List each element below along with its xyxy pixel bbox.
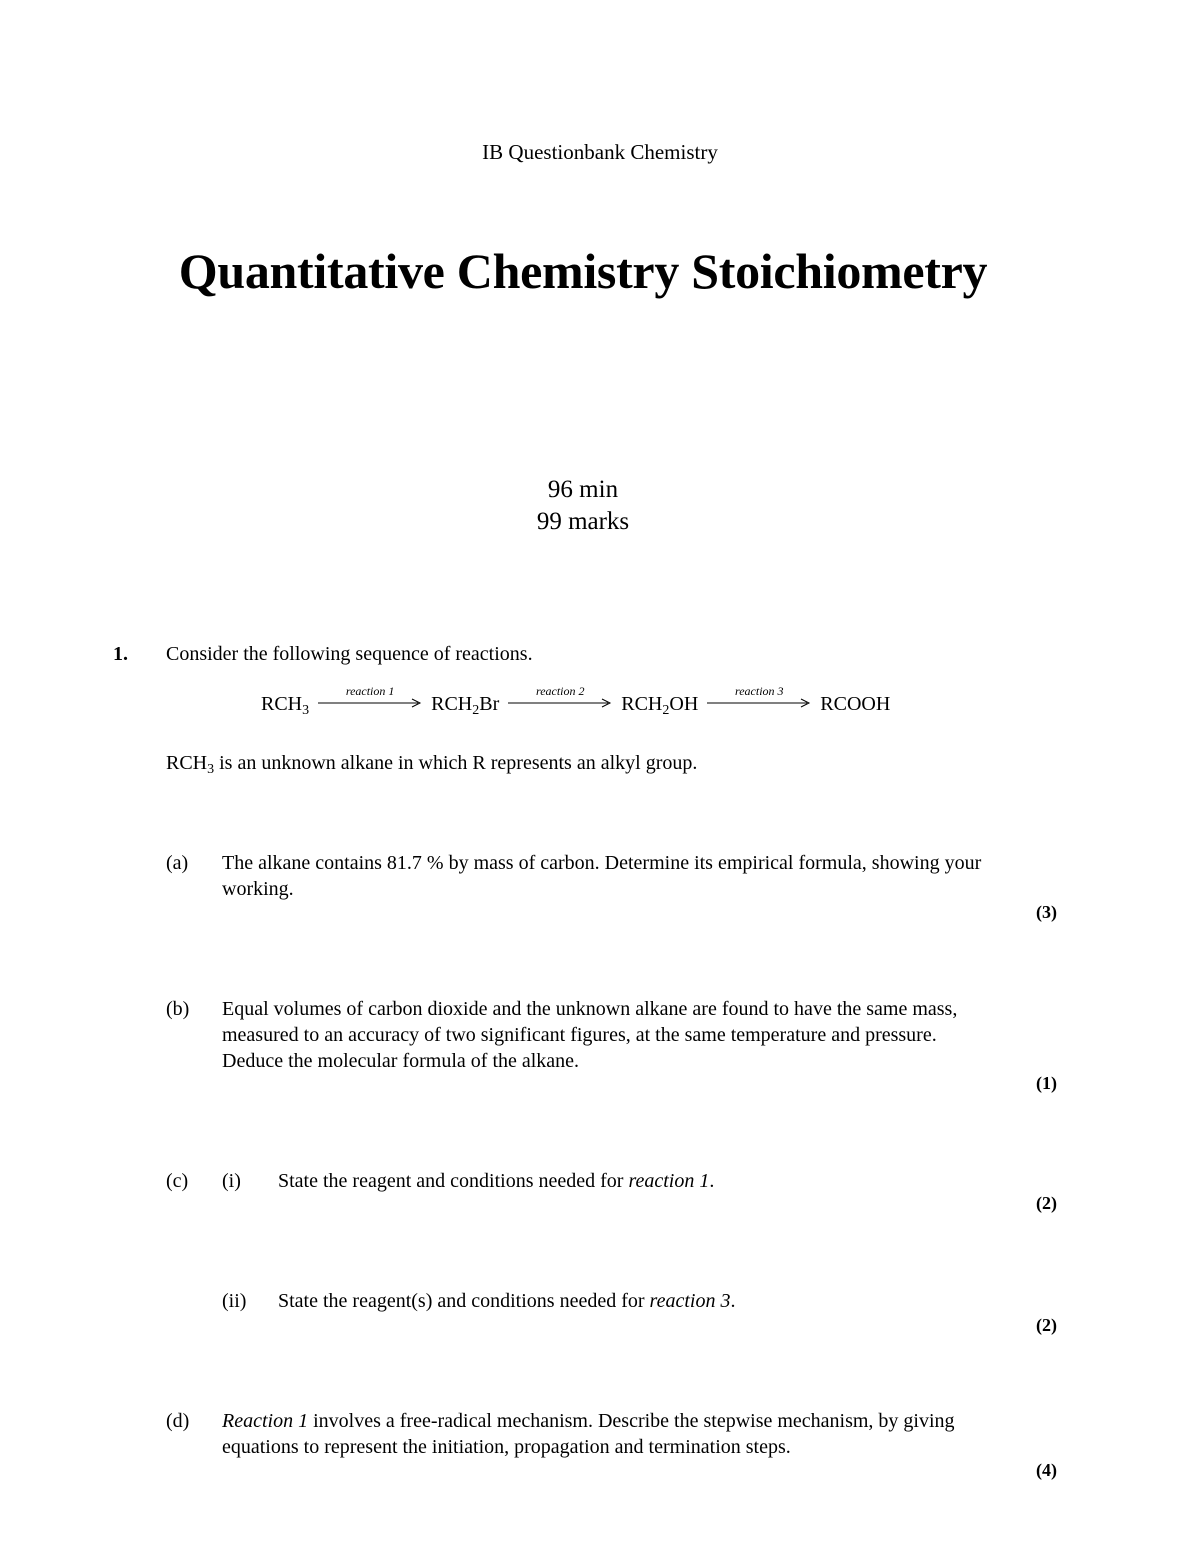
species-rch3: $RCH_3$ — [261, 693, 310, 718]
species-rch2oh: $RCH_2OH$ — [621, 693, 699, 718]
part-d-text: Reaction 1 involves a free-radical mechanism. Describe the stepwise mechanism, by giving equations to represent the initiation, propagation and termination steps. — [222, 1410, 955, 1458]
part-c-label: (c) — [166, 1170, 189, 1192]
duration: 96 min — [547, 476, 619, 503]
arrow-label: reaction 3 — [734, 684, 784, 698]
part-b-label: (b) — [166, 998, 190, 1020]
question-context: $RCH_3$ is an unknown alkane in which R represents an alkyl group. — [166, 752, 698, 777]
page-header: IB Questionbank Chemistry — [482, 140, 718, 164]
arrow-icon — [318, 698, 422, 708]
page-title: Quantitative Chemistry Stoichiometry — [178, 243, 988, 299]
part-b-marks: (1) — [1036, 1073, 1057, 1093]
part-c-i-text: State the reagent and conditions needed for reaction 1. — [278, 1170, 715, 1192]
arrow-label: reaction 2 — [535, 684, 585, 698]
arrow-reaction-2 — [508, 684, 612, 710]
part-c-ii-marks: (2) — [1036, 1315, 1057, 1335]
part-a-label: (a) — [166, 852, 189, 874]
question-number: 1. — [113, 643, 128, 665]
species-rch2br: $RCH_2Br$ — [431, 693, 500, 718]
species-rcooh: RCOOH — [820, 693, 891, 715]
arrow-reaction-3 — [707, 684, 811, 710]
arrow-icon — [508, 698, 612, 708]
arrow-icon — [707, 698, 811, 708]
part-c-ii-text: State the reagent(s) and conditions needed for reaction 3. — [278, 1290, 736, 1312]
part-c-i-label: (i) — [222, 1170, 241, 1192]
arrow-label: reaction 1 — [345, 684, 395, 698]
part-b-text: Equal volumes of carbon dioxide and the unknown alkane are found to have the same mass, measured to an accuracy of two significant figures, at the same temperature and pressure. Deduce the molecular formula of the alkane. — [222, 998, 958, 1072]
part-a-text: The alkane contains 81.7 % by mass of carbon. Determine its empirical formula, showing your working. — [222, 852, 982, 900]
part-d-marks: (4) — [1036, 1460, 1057, 1480]
part-a-marks: (3) — [1036, 902, 1057, 922]
total-marks: 99 marks — [536, 508, 630, 535]
reaction-sequence — [261, 684, 891, 718]
part-c-ii-label: (ii) — [222, 1290, 247, 1312]
part-d-label: (d) — [166, 1410, 190, 1432]
part-c-i-marks: (2) — [1036, 1193, 1057, 1213]
question-intro: Consider the following sequence of reactions. — [166, 643, 533, 665]
arrow-reaction-1 — [318, 684, 422, 710]
